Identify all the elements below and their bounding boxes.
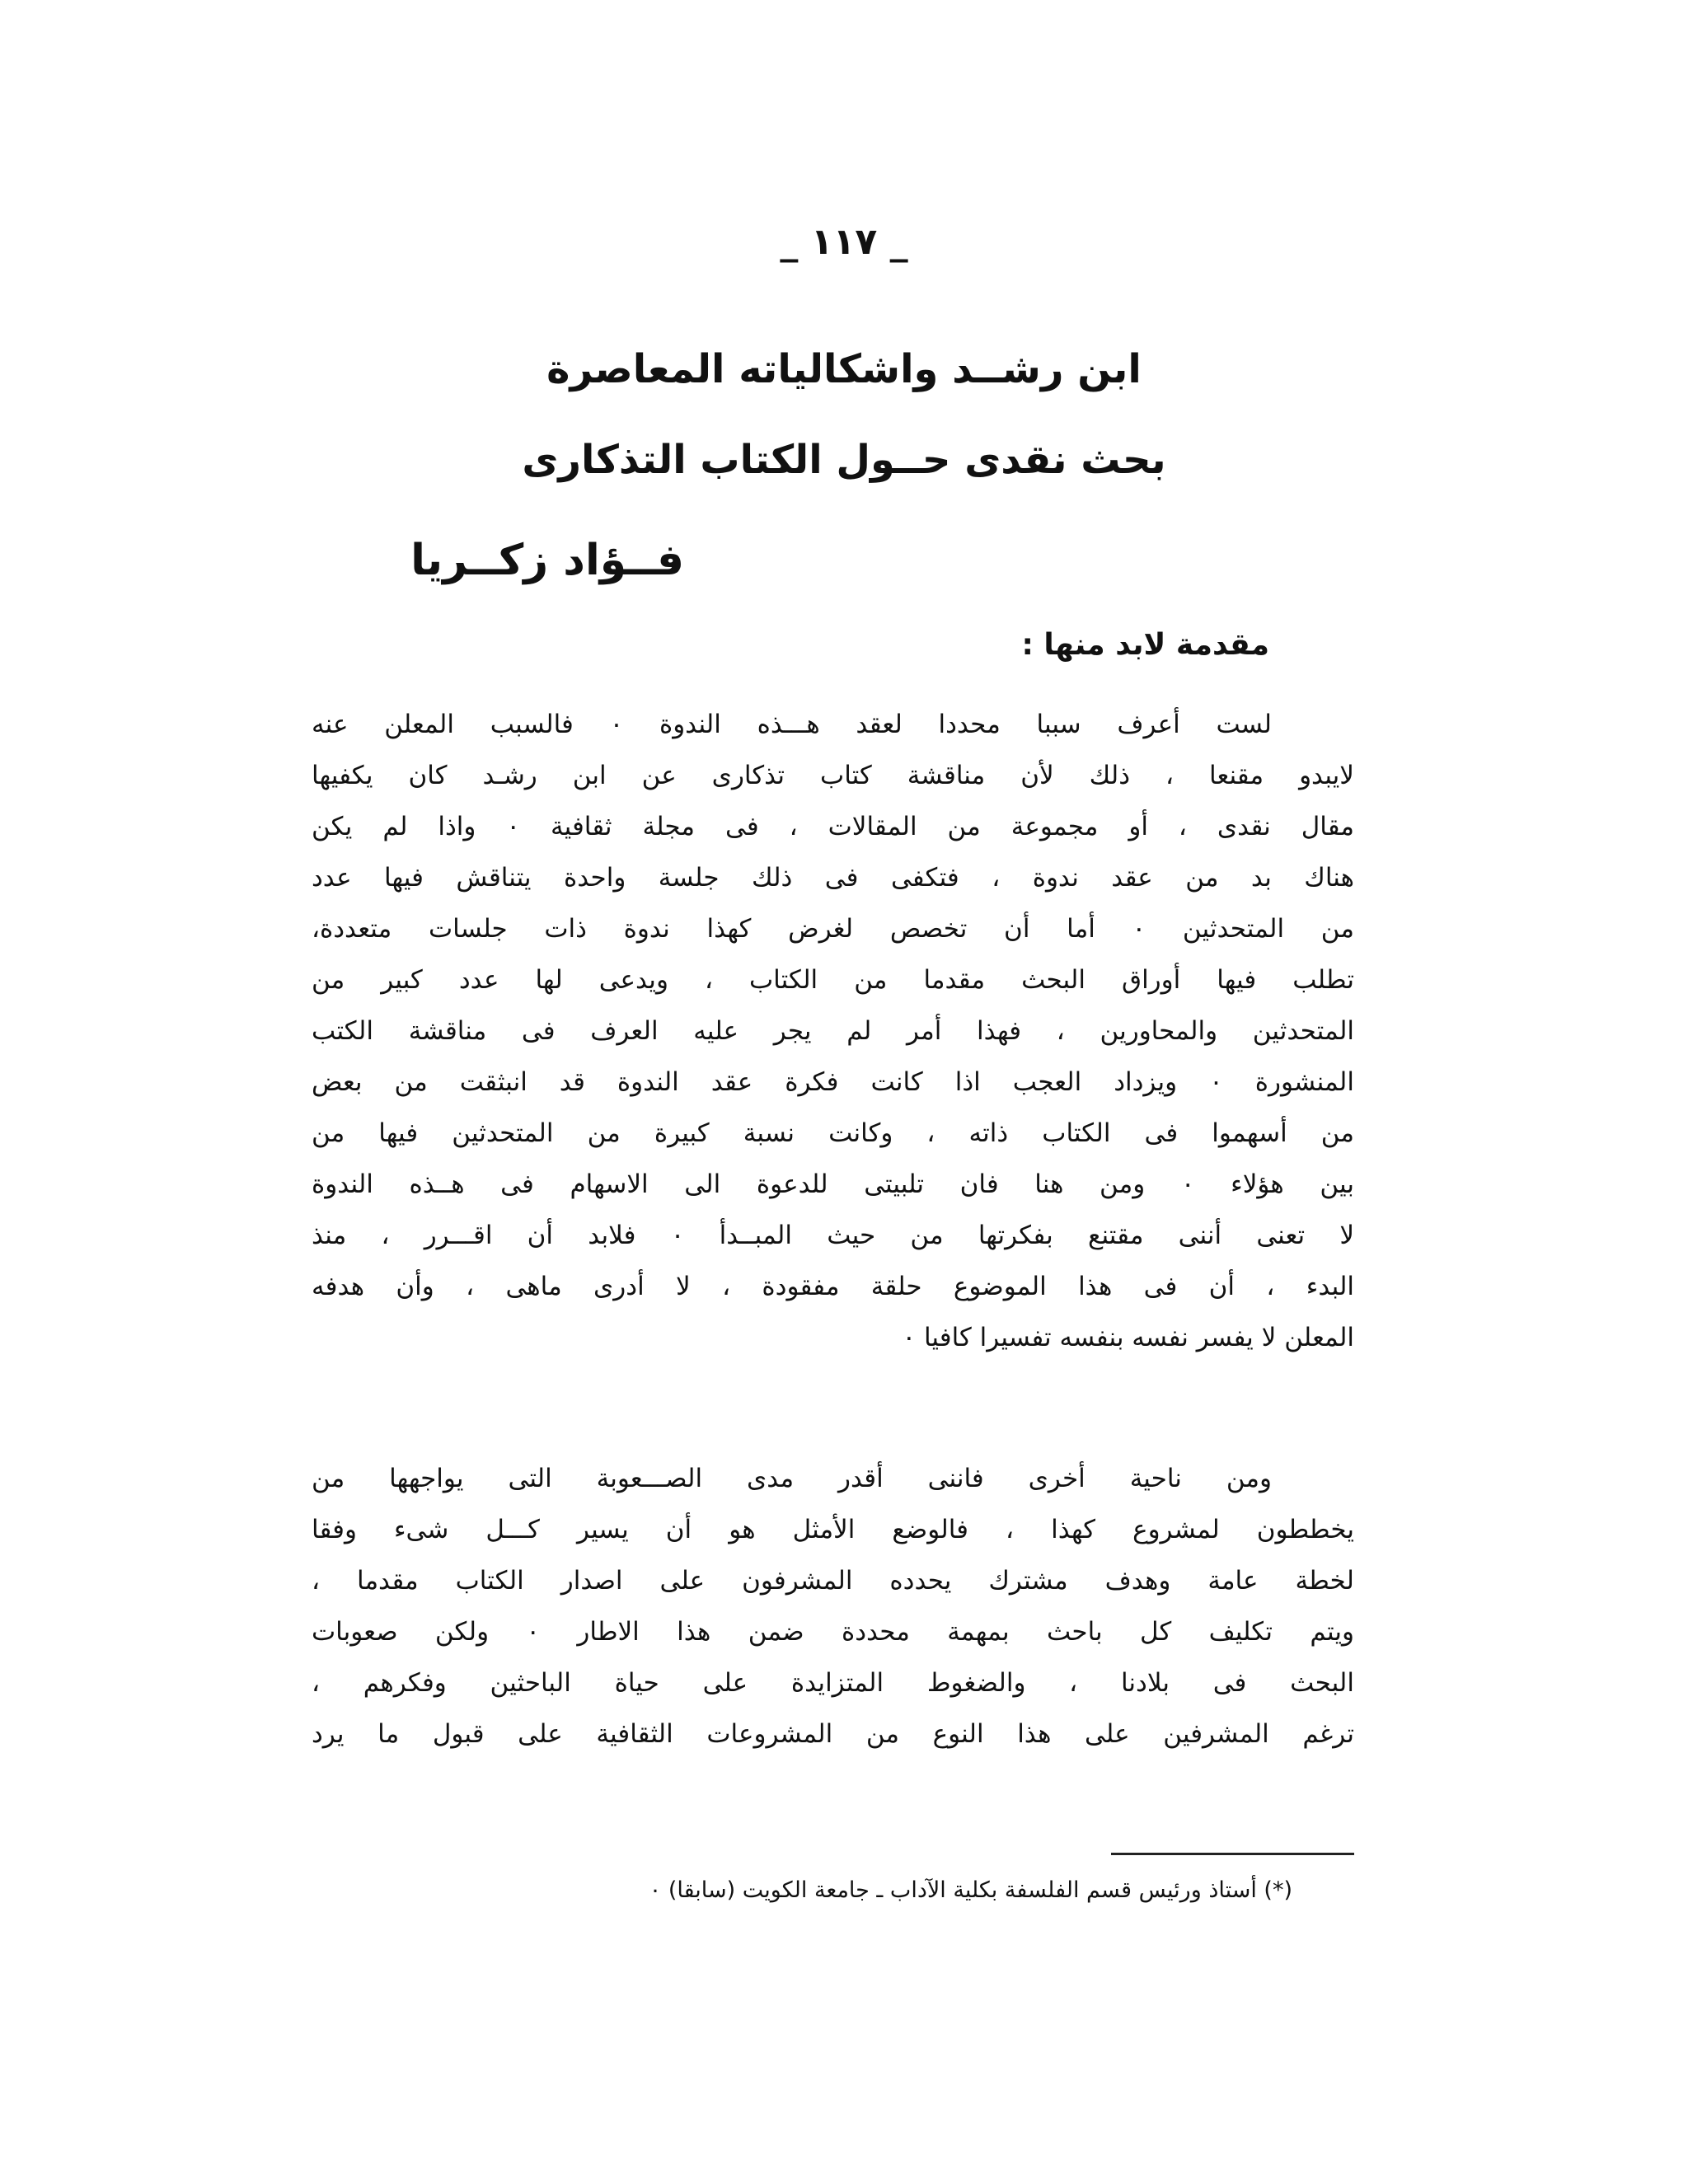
footnote-divider [1111, 1853, 1354, 1855]
paragraph-1 [312, 699, 1354, 1363]
text-line: بين هؤلاء ٠ ومن هنا فان تلبيتى للدعوة الى الاسهام فى هــذه الندوة [312, 1169, 1354, 1199]
article-subtitle: بحث نقدى حــول الكتاب التذكارى [522, 437, 1166, 483]
text-line: المنشورة ٠ ويزداد العجب اذا كانت فكرة عقد الندوة قد انبثقت من بعض [312, 1067, 1354, 1097]
text-line: البدء ، أن فى هذا الموضوع حلقة مفقودة ، لا أدرى ماهى ، وأن هدفه [312, 1272, 1354, 1301]
text-line: يخططون لمشروع كهذا ، فالوضع الأمثل هو أن يسير كـــل شىء وفقا [312, 1515, 1354, 1544]
text-line: لخطة عامة وهدف مشترك يحدده المشرفون على اصدار الكتاب مقدما ، [312, 1566, 1354, 1596]
text-line: لا تعنى أننى مقتنع بفكرتها من حيث المبــدأ ٠ فلابد أن اقـــرر ، منذ [312, 1221, 1355, 1250]
author-name: فــؤاد زكــريا [410, 536, 684, 585]
text-line: ومن ناحية أخرى فاننى أقدر مدى الصـــعوبة التى يواجهها من [312, 1464, 1272, 1493]
section-heading: مقدمة لابد منها : [1021, 628, 1269, 662]
text-line: المعلن لا يفسر نفسه بنفسه تفسيرا كافيا ٠ [902, 1323, 1354, 1352]
footnote: (*) أستاذ ورئيس قسم الفلسفة بكلية الآداب ـ جامعة الكويت (سابقا) ٠ [649, 1877, 1292, 1903]
article-title: ابن رشــد واشكالياته المعاصرة [546, 346, 1142, 392]
text-line: البحث فى بلادنا ، والضغوط المتزايدة على حياة الباحثين وفكرهم ، [312, 1668, 1354, 1698]
text-line: ويتم تكليف كل باحث بمهمة محددة ضمن هذا الاطار ٠ ولكن صعوبات [312, 1617, 1354, 1647]
text-line: هناك بد من عقد ندوة ، فتكفى فى ذلك جلسة واحدة يتناقش فيها عدد [312, 863, 1354, 893]
page-number: _ ١١٧ _ [780, 221, 908, 263]
text-line: مقال نقدى ، أو مجموعة من المقالات ، فى مجلة ثقافية ٠ واذا لم يكن [312, 812, 1354, 841]
text-line: تطلب فيها أوراق البحث مقدما من الكتاب ، ويدعى لها عدد كبير من [312, 965, 1354, 995]
text-line: من أسهموا فى الكتاب ذاته ، وكانت نسبة كبيرة من المتحدثين فيها من [312, 1118, 1354, 1148]
paragraph-2 [312, 1453, 1354, 1760]
text-line: من المتحدثين ٠ أما أن تخصص لغرض كهذا ندوة ذات جلسات متعددة، [312, 914, 1354, 944]
text-line: لايبدو مقنعا ، ذلك لأن مناقشة كتاب تذكارى عن ابن رشـد كان يكفيها [312, 761, 1354, 790]
text-line: ترغم المشرفين على هذا النوع من المشروعات الثقافية على قبول ما يرد [312, 1719, 1354, 1749]
text-line: المتحدثين والمحاورين ، فهذا أمر لم يجر عليه العرف فى مناقشة الكتب [312, 1016, 1354, 1046]
text-line: لست أعرف سببا محددا لعقد هـــذه الندوة ٠ فالسبب المعلن عنه [312, 710, 1272, 739]
